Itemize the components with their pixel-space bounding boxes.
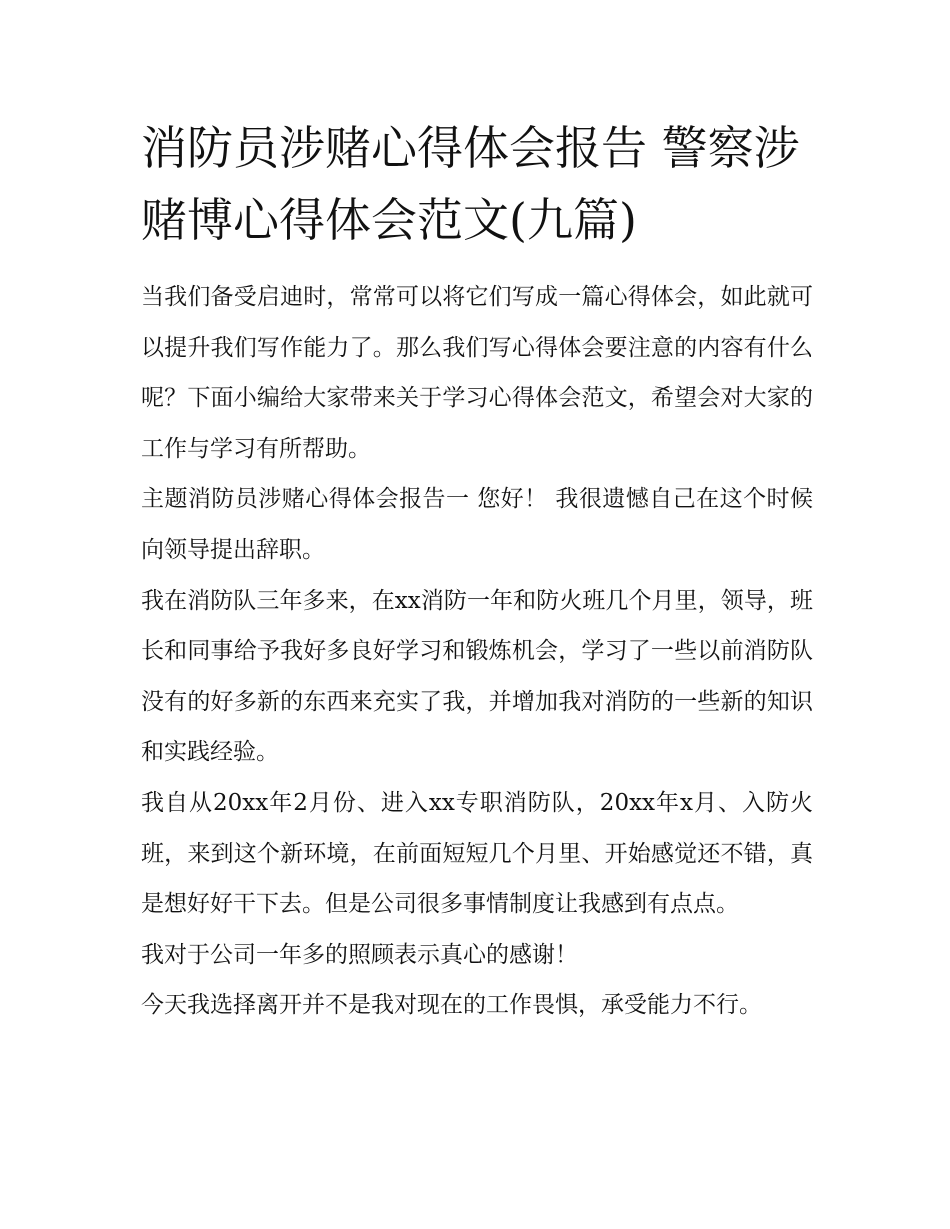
document-body <box>141 272 813 1031</box>
paragraph-reason: 今天我选择离开并不是我对现在的工作畏惧，承受能力不行。 <box>141 992 762 1019</box>
paragraph-history: 我自从20xx年2月份、进入xx专职消防队，20xx年x月、入防火班，来到这个新环境，在前面短短几个月里、开始感觉还不错，真是想好好干下去。但是公司很多事情制度让我感到有点点。 <box>141 789 813 918</box>
paragraph-thanks: 我对于公司一年多的照顾表示真心的感谢！ <box>141 941 578 968</box>
paragraph-topic: 主题消防员涉赌心得体会报告一 您好！ 我很遗憾自己在这个时候向领导提出辞职。 <box>141 486 813 563</box>
document-title: 消防员涉赌心得体会报告 警察涉赌博心得体会范文(九篇) <box>141 121 800 247</box>
document-page <box>141 112 813 1031</box>
paragraph-experience: 我在消防队三年多来，在xx消防一年和防火班几个月里，领导，班长和同事给予我好多良好学习和锻炼机会，学习了一些以前消防队没有的好多新的东西来充实了我，并增加我对消防的一些新的知识和实践经验。 <box>141 587 813 766</box>
paragraph-intro: 当我们备受启迪时，常常可以将它们写成一篇心得体会，如此就可以提升我们写作能力了。那么我们写心得体会要注意的内容有什么呢？下面小编给大家带来关于学习心得体会范文，希望会对大家的工作与学习有所帮助。 <box>141 284 813 462</box>
